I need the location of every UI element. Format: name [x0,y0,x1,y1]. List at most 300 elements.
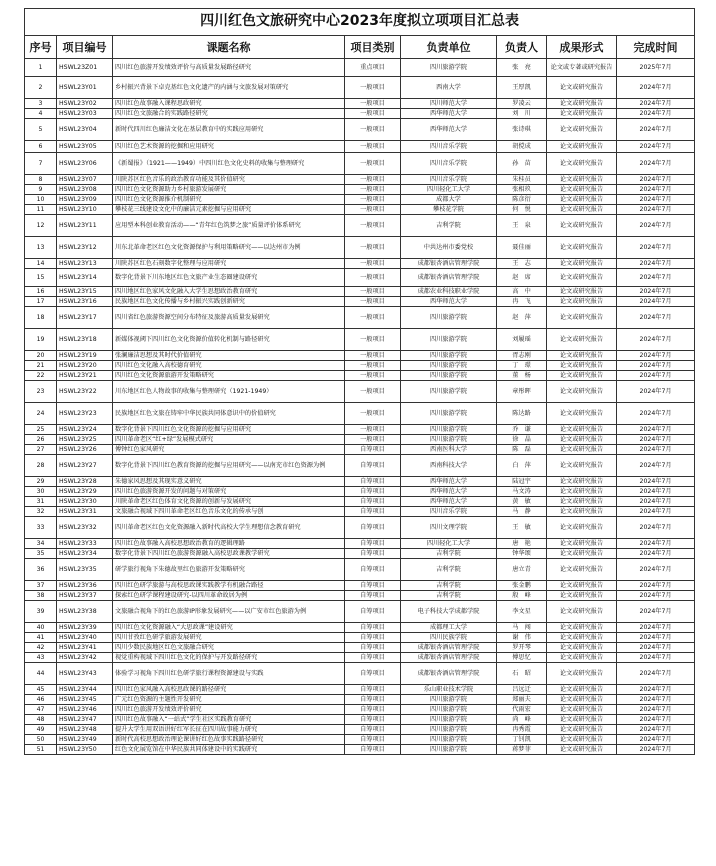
project-leader: 冉秀霞 [497,725,547,735]
project-code: HSWL23Z01 [57,59,113,77]
project-category: 一般项目 [345,329,401,351]
row-number: 16 [25,287,57,297]
completion-time: 2024年7月 [617,185,695,195]
column-header-category: 项目类别 [345,36,401,59]
row-number: 31 [25,497,57,507]
responsible-unit: 电子科技大学成都学院 [401,601,497,623]
completion-time: 2024年7月 [617,237,695,259]
table-row [25,297,695,307]
project-code: HSWL23Y27 [57,455,113,477]
result-form: 论文或研究报告 [547,215,617,237]
project-category: 自筹项目 [345,517,401,539]
project-leader: 张相玖 [497,185,547,195]
project-leader: 聂佳丽 [497,237,547,259]
project-name: 四川省红色旅游资源空间分布特征及旅游高质量发展研究 [113,307,345,329]
project-name: 朱德家风思想及其现实意义研究 [113,477,345,487]
project-leader: 谢 伟 [497,633,547,643]
project-category: 自筹项目 [345,445,401,455]
responsible-unit: 西南科技大学 [401,455,497,477]
result-form: 论文或研究报告 [547,237,617,259]
project-name: 民族地区红色文化传播与乡村振兴实践创新研究 [113,297,345,307]
completion-time: 2024年7月 [617,153,695,175]
responsible-unit: 中共达州市委党校 [401,237,497,259]
result-form: 论文或研究报告 [547,559,617,581]
project-code: HSWL23Y45 [57,695,113,705]
responsible-unit: 四川旅游学院 [401,715,497,725]
project-category: 自筹项目 [345,539,401,549]
project-leader: 章彤晖 [497,381,547,403]
completion-time: 2024年7月 [617,487,695,497]
project-name: 四川革命老区红色文化资源融入新时代高校大学生理想信念教育研究 [113,517,345,539]
responsible-unit: 西华师范大学 [401,477,497,487]
project-code: HSWL23Y19 [57,351,113,361]
table-row [25,215,695,237]
project-code: HSWL23Y35 [57,559,113,581]
completion-time: 2024年7月 [617,735,695,745]
responsible-unit: 攀枝花学院 [401,205,497,215]
table-row [25,351,695,361]
responsible-unit: 四川旅游学院 [401,403,497,425]
completion-time: 2024年7月 [617,623,695,633]
responsible-unit: 成都银杏酒店管理学院 [401,663,497,685]
table-row [25,559,695,581]
table-row [25,307,695,329]
project-category: 自筹项目 [345,477,401,487]
project-name: 四川革命老区“红+绿”发展模式研究 [113,435,345,445]
project-leader: 李文星 [497,601,547,623]
project-name: 提升大学生用双语讲好红军长征在四川故事能力研究 [113,725,345,735]
project-code: HSWL23Y46 [57,705,113,715]
table-row [25,745,695,755]
project-name: 新时代四川红色廉洁文化在基层教育中的实践应用研究 [113,119,345,141]
table-row [25,403,695,425]
row-number: 48 [25,715,57,725]
project-leader: 马 静 [497,507,547,517]
project-leader: 黄 敏 [497,497,547,507]
project-leader: 张金鹏 [497,581,547,591]
table-row [25,269,695,287]
project-code: HSWL23Y12 [57,237,113,259]
table-row [25,663,695,685]
row-number: 46 [25,695,57,705]
result-form: 论文或研究报告 [547,601,617,623]
row-number: 37 [25,581,57,591]
project-name: 四川红色故事融入课程思政研究 [113,99,345,109]
responsible-unit: 吉利学院 [401,591,497,601]
completion-time: 2024年7月 [617,549,695,559]
project-category: 自筹项目 [345,685,401,695]
project-category: 自筹项目 [345,653,401,663]
responsible-unit: 成都银杏酒店管理学院 [401,269,497,287]
completion-time: 2024年7月 [617,653,695,663]
project-name: 数字化背景下川东地区红色文旅产业生态圈建设研究 [113,269,345,287]
responsible-unit: 西南医科大学 [401,445,497,455]
completion-time: 2024年7月 [617,329,695,351]
row-number: 7 [25,153,57,175]
project-category: 自筹项目 [345,601,401,623]
table-row [25,591,695,601]
project-code: HSWL23Y42 [57,653,113,663]
responsible-unit: 四川轻化工大学 [401,539,497,549]
result-form: 论文或研究报告 [547,477,617,487]
project-leader: 王 泉 [497,215,547,237]
project-name: 四川红色故事融入高校思想政治教育的逻辑理路 [113,539,345,549]
project-code: HSWL23Y15 [57,287,113,297]
project-code: HSWL23Y01 [57,77,113,99]
project-code: HSWL23Y14 [57,269,113,287]
project-leader: 张 亮 [497,59,547,77]
project-name: 广元红色资源的主题性开发研究 [113,695,345,705]
project-name: 攀枝花三线建设文化中的廉洁元素挖掘与应用研究 [113,205,345,215]
project-name: 四川红色旅游资源开发的问题与对策研究 [113,487,345,497]
project-category: 一般项目 [345,195,401,205]
result-form: 论文或研究报告 [547,99,617,109]
row-number: 19 [25,329,57,351]
project-category: 自筹项目 [345,487,401,497]
column-header-no: 序号 [25,36,57,59]
responsible-unit: 四川旅游学院 [401,361,497,371]
table-row [25,455,695,477]
completion-time: 2024年7月 [617,371,695,381]
row-number: 21 [25,361,57,371]
row-number: 30 [25,487,57,497]
row-number: 25 [25,425,57,435]
project-leader: 王 敏 [497,517,547,539]
table-row [25,259,695,269]
completion-time: 2024年7月 [617,381,695,403]
responsible-unit: 四川旅游学院 [401,351,497,361]
project-code: HSWL23Y20 [57,361,113,371]
project-leader: 马文涛 [497,487,547,497]
project-category: 自筹项目 [345,507,401,517]
project-category: 一般项目 [345,77,401,99]
result-form: 论文或研究报告 [547,591,617,601]
project-code: HSWL23Y40 [57,633,113,643]
result-form: 论文或研究报告 [547,643,617,653]
project-leader: 陈彦衍 [497,195,547,205]
result-form: 论文或研究报告 [547,371,617,381]
result-form: 论文或研究报告 [547,695,617,705]
row-number: 51 [25,745,57,755]
completion-time: 2024年7月 [617,715,695,725]
column-header-code: 项目编号 [57,36,113,59]
row-number: 26 [25,435,57,445]
project-category: 一般项目 [345,371,401,381]
project-name: 四川红色文化资源助力乡村旅游发展研究 [113,185,345,195]
project-leader: 王 志 [497,259,547,269]
row-number: 41 [25,633,57,643]
row-number: 38 [25,591,57,601]
project-code: HSWL23Y16 [57,297,113,307]
responsible-unit: 四川旅游学院 [401,435,497,445]
column-header-form: 成果形式 [547,36,617,59]
responsible-unit: 四川旅游学院 [401,329,497,351]
project-category: 一般项目 [345,351,401,361]
project-code: HSWL23Y26 [57,445,113,455]
responsible-unit: 四川音乐学院 [401,507,497,517]
result-form: 论文或研究报告 [547,205,617,215]
completion-time: 2024年7月 [617,435,695,445]
table-row [25,643,695,653]
table-row [25,487,695,497]
row-number: 47 [25,705,57,715]
row-number: 13 [25,237,57,259]
project-name: 四川地区红色家风文化融入大学生思想政治教育研究 [113,287,345,297]
responsible-unit: 四川轻化工大学 [401,185,497,195]
responsible-unit: 吉利学院 [401,581,497,591]
responsible-unit: 西华师范大学 [401,497,497,507]
project-category: 一般项目 [345,109,401,119]
project-name: 体验学习视角下四川红色研学旅行课程资源建设与实践 [113,663,345,685]
responsible-unit: 四川旅游学院 [401,745,497,755]
row-number: 28 [25,455,57,477]
completion-time: 2024年7月 [617,119,695,141]
table-row [25,477,695,487]
project-name: 四川红色旅游开发绩效评价与高质量发展路径研究 [113,59,345,77]
project-leader: 丁钊凯 [497,735,547,745]
table-row [25,623,695,633]
project-code: HSWL23Y44 [57,685,113,695]
project-leader: 钟华颂 [497,549,547,559]
row-number: 36 [25,559,57,581]
project-name: 四川红色文化融入高校德育研究 [113,361,345,371]
project-category: 自筹项目 [345,695,401,705]
project-name: 川陕苏区红色音乐的政治教育功能及其价值研究 [113,175,345,185]
row-number: 3 [25,99,57,109]
responsible-unit: 四川音乐学院 [401,175,497,185]
table-row [25,99,695,109]
responsible-unit: 西华师范大学 [401,109,497,119]
result-form: 论文或研究报告 [547,549,617,559]
result-form: 论文或研究报告 [547,663,617,685]
project-category: 一般项目 [345,99,401,109]
responsible-unit: 四川旅游学院 [401,705,497,715]
responsible-unit: 成都银杏酒店管理学院 [401,259,497,269]
completion-time: 2024年7月 [617,477,695,487]
row-number: 22 [25,371,57,381]
table-row [25,153,695,175]
project-name: 研学旅行视角下朱德故里红色旅游开发策略研究 [113,559,345,581]
table-row [25,381,695,403]
table-row [25,435,695,445]
project-leader: 王厚凯 [497,77,547,99]
responsible-unit: 四川师范大学 [401,99,497,109]
result-form: 论文或研究报告 [547,705,617,715]
completion-time: 2024年7月 [617,445,695,455]
table-row [25,517,695,539]
row-number: 50 [25,735,57,745]
completion-time: 2024年7月 [617,601,695,623]
project-category: 自筹项目 [345,591,401,601]
result-form: 论文或研究报告 [547,539,617,549]
table-row [25,77,695,99]
project-code: HSWL23Y24 [57,425,113,435]
project-category: 自筹项目 [345,705,401,715]
result-form: 论文或研究报告 [547,497,617,507]
project-name: 民族地区红色文旅在铸牢中华民族共同体意识中的价值研究 [113,403,345,425]
row-number: 6 [25,141,57,153]
project-code: HSWL23Y17 [57,307,113,329]
project-category: 一般项目 [345,307,401,329]
responsible-unit: 四川旅游学院 [401,307,497,329]
completion-time: 2024年7月 [617,259,695,269]
table-row [25,185,695,195]
project-leader: 陈达路 [497,403,547,425]
project-code: HSWL23Y38 [57,601,113,623]
project-name: 视觉重构视域下四川红色文化的保护与开发路径研究 [113,653,345,663]
row-number: 27 [25,445,57,455]
project-name: 四川甘孜红色研学旅游发展研究 [113,633,345,643]
result-form: 论文或研究报告 [547,633,617,643]
project-name: 川陕革命老区红色体育文化资源的创新与发展研究 [113,497,345,507]
project-leader: 唐立青 [497,559,547,581]
project-category: 自筹项目 [345,745,401,755]
responsible-unit: 吉利学院 [401,559,497,581]
project-leader: 陈 磊 [497,445,547,455]
result-form: 论文或研究报告 [547,517,617,539]
project-code: HSWL23Y31 [57,507,113,517]
completion-time: 2024年7月 [617,109,695,119]
result-form: 论文或研究报告 [547,259,617,269]
completion-time: 2024年7月 [617,497,695,507]
project-code: HSWL23Y02 [57,99,113,109]
responsible-unit: 四川音乐学院 [401,141,497,153]
result-form: 论文或研究报告 [547,455,617,477]
responsible-unit: 成都大学 [401,195,497,205]
table-row [25,195,695,205]
row-number: 33 [25,517,57,539]
project-code: HSWL23Y21 [57,371,113,381]
completion-time: 2024年7月 [617,205,695,215]
project-name: 数字化背景下四川红色教育资源的挖掘与应用研究——以南充市红色资源为例 [113,455,345,477]
row-number: 24 [25,403,57,425]
table-row [25,507,695,517]
row-number: 18 [25,307,57,329]
project-category: 一般项目 [345,403,401,425]
responsible-unit: 四川旅游学院 [401,725,497,735]
row-number: 11 [25,205,57,215]
project-category: 一般项目 [345,215,401,237]
project-table [24,8,695,755]
completion-time: 2024年7月 [617,695,695,705]
result-form: 论文或研究报告 [547,653,617,663]
project-code: HSWL23Y10 [57,205,113,215]
project-code: HSWL23Y34 [57,549,113,559]
project-category: 自筹项目 [345,663,401,685]
project-code: HSWL23Y11 [57,215,113,237]
row-number: 2 [25,77,57,99]
responsible-unit: 吉利学院 [401,215,497,237]
result-form: 论文或研究报告 [547,735,617,745]
project-code: HSWL23Y47 [57,715,113,725]
project-leader: 徐 晶 [497,435,547,445]
completion-time: 2024年7月 [617,77,695,99]
table-title: 四川红色文旅研究中心2023年度拟立项项目汇总表 [25,9,695,36]
responsible-unit: 成都农业科技职业学院 [401,287,497,297]
table-row [25,715,695,725]
project-leader: 董 杨 [497,371,547,381]
project-leader: 代雨宏 [497,705,547,715]
result-form: 论文或研究报告 [547,77,617,99]
project-category: 一般项目 [345,361,401,371]
project-category: 自筹项目 [345,643,401,653]
table-row [25,371,695,381]
result-form: 论文或研究报告 [547,507,617,517]
project-code: HSWL23Y13 [57,259,113,269]
result-form: 论文或研究报告 [547,487,617,497]
project-code: HSWL23Y49 [57,735,113,745]
row-number: 42 [25,643,57,653]
project-name: 乡村振兴背景下卓克基红色文化遗产的内涵与文旅发展对策研究 [113,77,345,99]
project-name: 数字化背景下四川红色文化资源的挖掘与应用研究 [113,425,345,435]
project-name: 文旅融合视角下的红色旅游IP形象发展研究——以广安市红色旅游为例 [113,601,345,623]
project-leader: 刘履瑶 [497,329,547,351]
responsible-unit: 四川旅游学院 [401,59,497,77]
result-form: 论文或研究报告 [547,195,617,205]
project-category: 一般项目 [345,237,401,259]
completion-time: 2024年7月 [617,297,695,307]
table-row [25,205,695,215]
project-category: 一般项目 [345,259,401,269]
project-leader: 赵 萍 [497,307,547,329]
project-category: 一般项目 [345,381,401,403]
completion-time: 2024年7月 [617,539,695,549]
result-form: 论文或研究报告 [547,403,617,425]
project-leader: 高 中 [497,287,547,297]
project-code: HSWL23Y06 [57,153,113,175]
completion-time: 2024年7月 [617,581,695,591]
completion-time: 2024年7月 [617,685,695,695]
project-name: 红色文化展览馆在中华民族共同体建设中的实践研究 [113,745,345,755]
project-code: HSWL23Y28 [57,477,113,487]
completion-time: 2024年7月 [617,195,695,205]
project-category: 自筹项目 [345,455,401,477]
completion-time: 2024年7月 [617,141,695,153]
completion-time: 2024年7月 [617,175,695,185]
project-leader: 张诗琪 [497,119,547,141]
result-form: 论文或研究报告 [547,119,617,141]
row-number: 8 [25,175,57,185]
project-name: 新媒体视阈下四川红色文化资源价值转化机制与路径研究 [113,329,345,351]
project-category: 一般项目 [345,269,401,287]
completion-time: 2024年7月 [617,403,695,425]
project-category: 一般项目 [345,153,401,175]
table-row [25,497,695,507]
project-code: HSWL23Y39 [57,623,113,633]
table-row [25,685,695,695]
project-name: 傅钟红色家风研究 [113,445,345,455]
completion-time: 2024年7月 [617,455,695,477]
completion-time: 2024年7月 [617,269,695,287]
row-number: 12 [25,215,57,237]
project-leader: 石 昭 [497,663,547,685]
column-header-name: 课题名称 [113,36,345,59]
completion-time: 2024年7月 [617,307,695,329]
project-name: 四川红色故事融入“一站式”学生社区实践教育研究 [113,715,345,725]
project-leader: 丁 璟 [497,361,547,371]
project-category: 一般项目 [345,205,401,215]
project-category: 自筹项目 [345,549,401,559]
responsible-unit: 四川旅游学院 [401,425,497,435]
project-leader: 郑丽夫 [497,695,547,705]
header-row [25,36,695,59]
project-category: 自筹项目 [345,581,401,591]
row-number: 23 [25,381,57,403]
table-row [25,445,695,455]
project-category: 一般项目 [345,185,401,195]
project-name: 四川红色文化资源推介机制研究 [113,195,345,205]
project-name: 四川红色研学旅游与高校思政课实践教学有机融合路径 [113,581,345,591]
